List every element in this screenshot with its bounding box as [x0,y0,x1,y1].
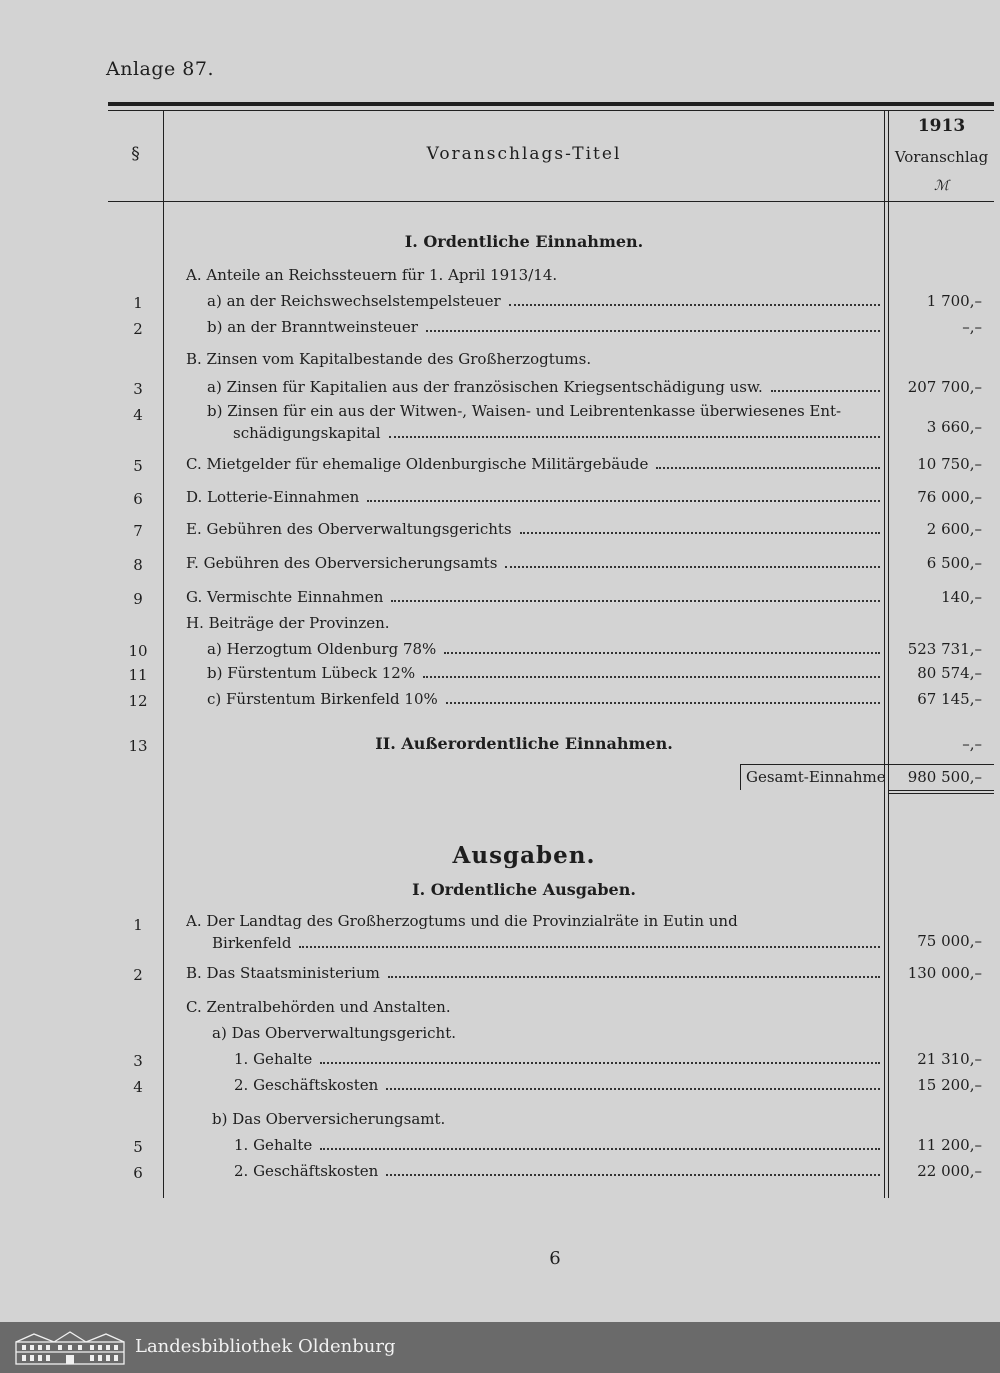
title-column-header: Voranschlags-Titel [426,144,622,164]
section-c-label: C. Zentralbehörden und Anstalten. [186,998,451,1016]
row-text: 2. Geschäftskosten [234,1162,379,1180]
dot-leader [446,690,880,704]
row-number: 10 [128,642,148,660]
row-amount: 140,– [941,588,982,606]
row-number: 1 [133,916,143,934]
row-text: b) Fürstentum Lübeck 12% [207,664,416,682]
row-text: a) an der Reichswechselstempelsteuer [207,292,501,310]
row-text: 2. Geschäftskosten [234,1076,379,1094]
row-text-continued: schädigungskapital [233,424,381,442]
row-number: 13 [128,737,148,755]
table-top-rule [108,102,994,106]
row-amount: 22 000,– [917,1162,982,1180]
library-footer [0,1322,1000,1373]
library-name: Landesbibliothek Oldenburg [135,1336,396,1357]
paragraph-column-header: § [131,144,140,164]
row-number: 8 [133,556,143,574]
row-amount: 523 731,– [907,640,982,658]
row-amount: –,– [962,318,982,336]
extraordinary-income-heading: II. Außerordentliche Einnahmen. [375,734,673,753]
row-text: F. Gebühren des Oberversicherungsamts [186,554,498,572]
row-amount: 67 145,– [917,690,982,708]
dot-leader [391,588,880,602]
row-number: 5 [133,457,143,475]
expenses-title: Ausgaben. [452,842,596,869]
row-amount: 1 700,– [926,292,982,310]
row-text: B. Das Staatsministerium [186,964,380,982]
annex-label: Anlage 87. [106,58,215,80]
row-text: E. Gebühren des Oberverwaltungsgerichts [186,520,512,538]
ordinary-income-heading: I. Ordentliche Einnahmen. [404,232,644,251]
table-top-rule-inner [108,110,994,111]
total-under-rule [888,790,994,791]
row-number: 6 [133,490,143,508]
row-amount: 3 660,– [926,418,982,436]
page-number: 6 [549,1248,561,1269]
dot-leader [423,664,880,678]
row-text: c) Fürstentum Birkenfeld 10% [207,690,438,708]
row-amount: –,– [962,735,982,753]
row-amount: 6 500,– [926,554,982,572]
row-number: 5 [133,1138,143,1156]
row-text: a) Zinsen für Kapitalien aus der französischen Kriegsentschädigung usw. [207,378,763,396]
row-number: 9 [133,590,143,608]
subsection-cb-label: b) Das Oberversicherungsamt. [212,1110,446,1128]
ordinary-expenses-heading: I. Ordentliche Ausgaben. [412,880,636,899]
subsection-ca-label: a) Das Oberverwaltungsgericht. [212,1024,456,1042]
dot-leader [656,455,880,469]
row-number: 7 [133,522,143,540]
section-a-label: A. Anteile an Reichssteuern für 1. April 1913/14. [186,266,558,284]
total-left-rule [740,764,741,790]
dot-leader [386,1162,880,1176]
section-h-label: H. Beiträge der Provinzen. [186,614,390,632]
row-number: 12 [128,692,148,710]
year-header: 1913 [917,116,966,136]
table-header-rule [108,201,994,202]
dot-leader [505,554,880,568]
row-number: 2 [133,320,143,338]
row-text-continued: Birkenfeld [212,934,292,952]
row-text: G. Vermischte Einnahmen [186,588,384,606]
row-amount: 76 000,– [917,488,982,506]
dot-leader [389,424,880,438]
row-amount: 2 600,– [926,520,982,538]
row-amount: 207 700,– [907,378,982,396]
row-text: 1. Gehalte [234,1136,313,1154]
row-number: 2 [133,966,143,984]
row-text: b) an der Branntweinsteuer [207,318,418,336]
column-divider-right [884,110,885,1198]
total-under-rule-2 [888,793,994,794]
dot-leader [426,318,880,332]
row-amount: 80 574,– [917,664,982,682]
row-number: 3 [133,1052,143,1070]
dot-leader [388,964,880,978]
total-income-amount: 980 500,– [907,768,982,786]
dot-leader [320,1050,880,1064]
row-amount: 10 750,– [917,455,982,473]
row-amount: 21 310,– [917,1050,982,1068]
dot-leader [444,640,880,654]
row-number: 4 [133,1078,143,1096]
section-b-label: B. Zinsen vom Kapitalbestande des Großherzogtums. [186,350,592,368]
dot-leader [386,1076,880,1090]
total-top-rule [740,764,994,765]
dot-leader [771,378,880,392]
row-number: 1 [133,294,143,312]
row-number: 4 [133,406,143,424]
dot-leader [520,520,880,534]
library-building-icon [14,1330,126,1366]
row-number: 6 [133,1164,143,1182]
row-text: D. Lotterie-Einnahmen [186,488,360,506]
row-amount: 15 200,– [917,1076,982,1094]
dot-leader [367,488,880,502]
dot-leader [299,934,880,948]
row-text: b) Zinsen für ein aus der Witwen-, Waisen- und Leibrentenkasse überwiesenes Ent- [207,402,842,420]
estimate-header: Voranschlag [894,148,989,166]
row-amount: 11 200,– [917,1136,982,1154]
row-text: C. Mietgelder für ehemalige Oldenburgische Militärgebäude [186,455,649,473]
row-number: 11 [128,666,148,684]
row-text: 1. Gehalte [234,1050,313,1068]
currency-header: ℳ [934,178,949,194]
row-amount: 130 000,– [907,964,982,982]
total-income-label: Gesamt-Einnahme [746,768,886,786]
row-text: a) Herzogtum Oldenburg 78% [207,640,437,658]
dot-leader [509,292,880,306]
row-amount: 75 000,– [917,932,982,950]
row-text: A. Der Landtag des Großherzogtums und die Provinzialräte in Eutin und [186,912,738,930]
row-number: 3 [133,380,143,398]
dot-leader [320,1136,880,1150]
